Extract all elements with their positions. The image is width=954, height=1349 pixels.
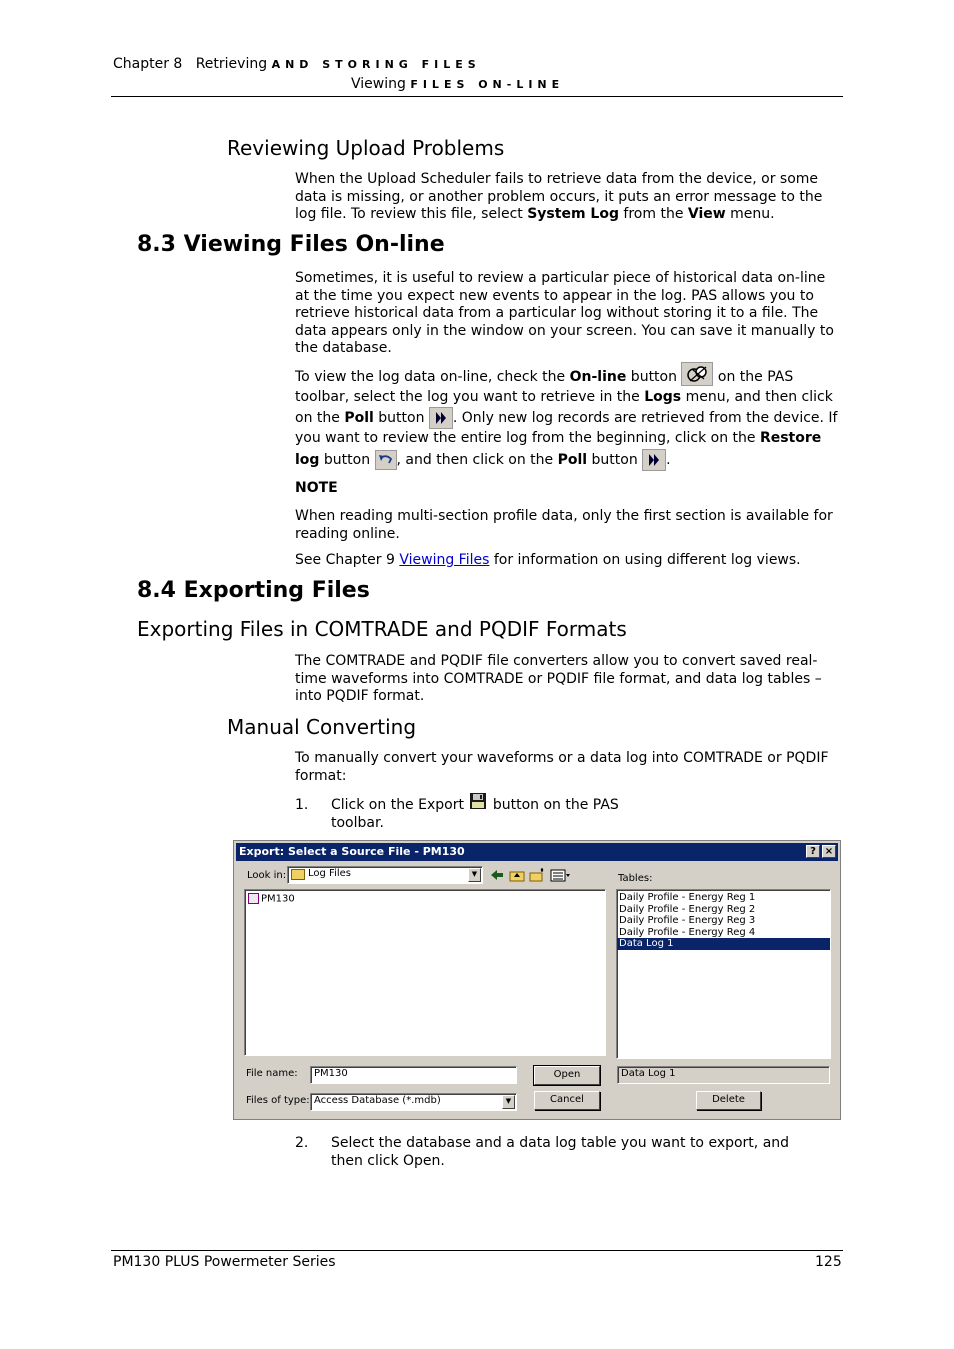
table-item[interactable]: Daily Profile - Energy Reg 2 xyxy=(619,903,756,915)
cancel-button[interactable]: Cancel xyxy=(534,1091,600,1110)
tables-label: Tables: xyxy=(618,873,653,884)
heading-section-8-4: 8.4 Exporting Files xyxy=(137,578,370,603)
page-number: 125 xyxy=(815,1254,842,1270)
selected-table-field: Data Log 1 xyxy=(617,1066,830,1084)
paragraph-8-3-intro: Sometimes, it is useful to review a particular piece of historical data on-line at the time you expect new events to appear in the log. PAS allows you to retrieve historical data from a particular log without storing it to a file. The data appears only in the window on your screen. You can save it manually to the database. xyxy=(295,270,834,356)
chevron-down-icon[interactable]: ▼ xyxy=(502,1095,515,1109)
footer-product: PM130 PLUS Powermeter Series xyxy=(113,1254,336,1270)
paragraph-8-3-online: To view the log data on-line, check the On-line button on the PAS toolbar, select the log you want to retrieve in the Logs menu, and then click on the Poll button . Only new log records are retrieved from the device. If you want to review the entire log from the beginning, click on the Restore log button , and then click on the Poll button . xyxy=(295,368,843,471)
chapter-title: Retrieving xyxy=(195,56,268,72)
step-2-text: Select the database and a data log table you want to export, and then click Open. xyxy=(331,1135,790,1169)
chapter-title-rest: AND STORING FILES xyxy=(271,58,481,71)
file-item-pm130[interactable]: PM130 xyxy=(248,893,295,906)
poll-icon xyxy=(642,449,666,471)
database-file-icon xyxy=(248,893,259,904)
file-name-input[interactable]: PM130 xyxy=(310,1066,517,1084)
folder-icon xyxy=(291,869,305,880)
export-dialog xyxy=(233,840,841,1120)
look-in-select[interactable]: Log Files ▼ xyxy=(287,866,483,884)
section-title-rest: FILES ON-LINE xyxy=(410,78,565,91)
files-of-type-label: Files of type: xyxy=(246,1095,310,1106)
export-icon xyxy=(468,792,488,810)
step-2-number: 2. xyxy=(295,1135,309,1151)
step-1-text: Click on the Export button on the PAS toolbar. xyxy=(331,797,631,832)
paragraph-manual: To manually convert your waveforms or a data log into COMTRADE or PQDIF format: xyxy=(295,750,829,784)
table-item[interactable]: Daily Profile - Energy Reg 4 xyxy=(619,926,756,938)
file-name-label: File name: xyxy=(246,1068,298,1079)
step-1-number: 1. xyxy=(295,797,309,813)
poll-icon xyxy=(429,407,453,429)
running-header-section xyxy=(351,76,564,93)
new-folder-icon[interactable] xyxy=(528,867,546,883)
table-item[interactable]: Daily Profile - Energy Reg 1 xyxy=(619,892,756,903)
dialog-title: Export: Select a Source File - PM130 xyxy=(239,845,465,858)
see-also-paragraph: See Chapter 9 Viewing Files for information on using different log views. xyxy=(295,552,801,568)
running-header-chapter xyxy=(113,56,481,73)
note-label: NOTE xyxy=(295,480,338,496)
heading-section-8-3: 8.3 Viewing Files On-line xyxy=(137,232,445,257)
chapter-number: Chapter 8 xyxy=(113,56,183,72)
footer-rule xyxy=(111,1250,843,1251)
heading-exporting-comtrade-pqdif: Exporting Files in COMTRADE and PQDIF Formats xyxy=(137,617,627,641)
restore-log-icon xyxy=(375,450,397,470)
delete-button[interactable]: Delete xyxy=(696,1091,761,1110)
view-menu-icon[interactable] xyxy=(550,867,572,883)
open-button[interactable]: Open xyxy=(534,1066,600,1085)
tables-list[interactable] xyxy=(616,889,831,1059)
heading-reviewing-upload-problems: Reviewing Upload Problems xyxy=(227,136,505,160)
files-of-type-select[interactable]: Access Database (*.mdb) ▼ xyxy=(310,1093,517,1111)
back-arrow-icon[interactable] xyxy=(488,867,506,883)
paragraph-reviewing: When the Upload Scheduler fails to retrieve data from the device, or some data is missing, or another problem occurs, it puts an error message to the log file. To review this file, select System Log from the View menu. xyxy=(295,171,823,222)
paragraph-export: The COMTRADE and PQDIF file converters allow you to convert saved real-time waveforms into COMTRADE or PQDIF file format, and data log tables – into PQDIF format. xyxy=(295,653,822,704)
up-folder-icon[interactable] xyxy=(508,867,526,883)
table-item[interactable]: Daily Profile - Energy Reg 3 xyxy=(619,915,756,927)
look-in-label: Look in: xyxy=(247,870,287,881)
online-icon xyxy=(681,362,713,386)
help-button[interactable]: ? xyxy=(806,845,820,858)
file-list[interactable] xyxy=(244,889,606,1056)
dialog-title-bar xyxy=(236,843,838,861)
table-item-selected[interactable]: Data Log 1 xyxy=(617,938,830,950)
section-title: Viewing xyxy=(351,76,406,92)
close-button[interactable]: × xyxy=(822,845,836,858)
note-text: When reading multi-section profile data, only the first section is available for reading online. xyxy=(295,508,833,542)
chevron-down-icon[interactable]: ▼ xyxy=(468,868,481,882)
heading-manual-converting: Manual Converting xyxy=(227,715,417,739)
viewing-files-link[interactable]: Viewing Files xyxy=(399,552,490,568)
header-rule xyxy=(111,96,843,97)
